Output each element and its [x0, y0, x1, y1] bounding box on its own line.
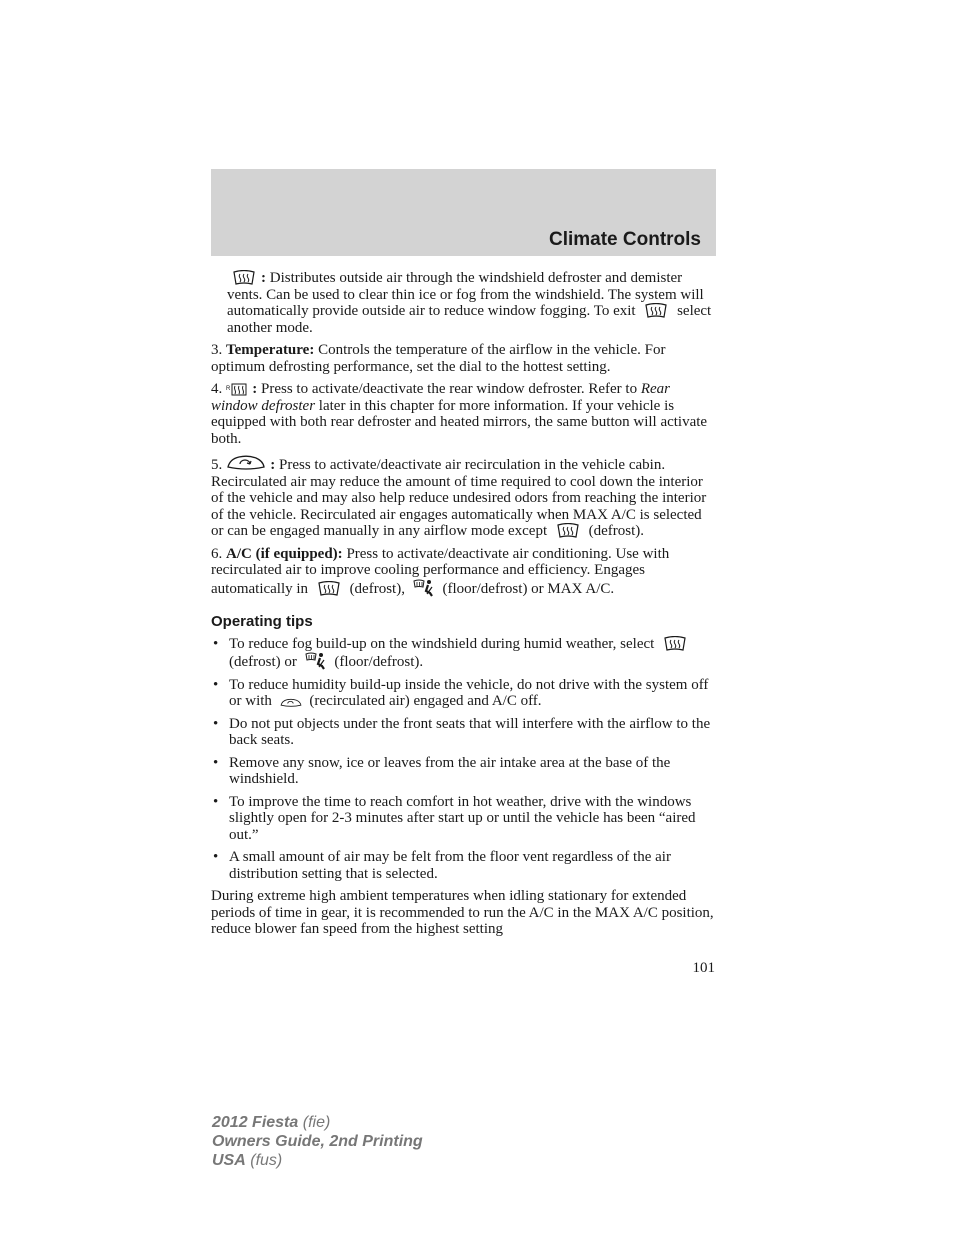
recirculation-icon [226, 453, 266, 473]
item-text2: (defrost). [588, 523, 645, 539]
item-text: Controls the temperature of the airflow in the vehicle. For optimum defrosting performance, set the dial to the hottest setting. [211, 342, 666, 375]
tip-text1: To reduce fog build-up on the windshield during humid weather, select [229, 635, 655, 652]
windshield-defrost-icon [643, 303, 669, 319]
item-label: Temperature: [226, 342, 315, 358]
footer-market-code: (fus) [250, 1152, 283, 1169]
footer-line-market [212, 1151, 423, 1170]
item-recirculation [211, 453, 716, 540]
item-number: 3. [211, 342, 223, 358]
footer-guide: Owners Guide, 2nd Printing [212, 1133, 423, 1150]
tip-text2: (recirculated air) engaged and A/C off. [309, 693, 542, 709]
tip-text2: (defrost) or [229, 654, 297, 670]
operating-tips-list [211, 636, 716, 883]
tip-text3: (floor/defrost). [334, 654, 424, 670]
floor-defrost-icon [413, 579, 435, 597]
item-number: 5. [211, 457, 223, 473]
defrost-mode-text2: select another mode. [227, 303, 712, 336]
item-number: 6. [211, 545, 223, 562]
rear-window-defroster-reference: Rear window defroster [211, 381, 671, 414]
item-text1: Press to activate/deactivate air conditioning. Use with recirculated air to improve cooling performance and efficiency. Engages automatically in [211, 545, 670, 597]
windshield-defrost-icon [555, 523, 581, 539]
floor-defrost-icon [305, 652, 327, 670]
section-title: Climate Controls [548, 229, 701, 250]
defrost-mode-colon: : [261, 270, 266, 286]
item-text3: (floor/defrost) or MAX A/C. [442, 580, 615, 597]
defrost-mode-text1: Distributes outside air through the windshield defroster and demister vents. Can be used to clear thin ice or fog from the windshield. The system will automatically provide outside air to reduce window fogging. To exit [227, 270, 704, 319]
closing-paragraph: During extreme high ambient temperatures when idling stationary for extended periods of time in gear, it is recommended to run the A/C in the MAX A/C position, reduce blower fan speed from the highest setting [211, 888, 714, 937]
item-colon: : [252, 381, 258, 397]
list-item [211, 677, 716, 710]
footer [212, 1113, 423, 1170]
list-item: • A small amount of air may be felt from the floor vent regardless of the air distribution setting that is selected. [211, 849, 716, 882]
item-label: A/C (if equipped): [226, 545, 343, 562]
footer-model: 2012 Fiesta [212, 1114, 299, 1131]
item-text1: Press to activate/deactivate the rear window defroster. Refer to [261, 381, 638, 397]
footer-line-guide [212, 1132, 423, 1151]
list-item: • Do not put objects under the front seats that will interfere with the airflow to the back seats. [211, 716, 716, 749]
item-number: 4. [211, 381, 223, 397]
item-temperature [211, 342, 716, 375]
item-text2: later in this chapter for more information. If your vehicle is equipped with both rear defroster and heated mirrors, the same button will activate both. [211, 397, 708, 447]
operating-tips-heading: Operating tips [211, 613, 313, 630]
footer-model-code: (fie) [302, 1114, 331, 1131]
item-text1: Press to activate/deactivate air recirculation in the vehicle cabin. Recirculated air may reduce the amount of time required to cool down the interior of the vehicle and may also help reduce undesired odors from reaching the interior of the vehicle. Recirculated air engages automatically when MAX A/C is selected or can be engaged manually in any airflow mode except [211, 457, 707, 539]
windshield-defrost-icon [662, 636, 688, 652]
item-colon: : [270, 457, 276, 473]
header-band [211, 169, 716, 256]
body-text [211, 270, 716, 944]
windshield-defrost-icon [316, 581, 342, 597]
tip-text1: To reduce humidity build-up inside the vehicle, do not drive with the system off or with [229, 676, 709, 709]
recirculation-icon [280, 697, 302, 709]
item-text2: (defrost), [349, 580, 405, 597]
list-item: • To improve the time to reach comfort in hot weather, drive with the windows slightly open for 2-3 minutes after start up or until the vehicle has been “aired out.” [211, 794, 716, 844]
defrost-mode-paragraph [211, 270, 716, 336]
rear-defrost-icon [226, 383, 248, 397]
list-item: • Remove any snow, ice or leaves from the air intake area at the base of the windshield. [211, 755, 716, 788]
footer-market: USA [212, 1152, 246, 1169]
windshield-defrost-icon [231, 270, 257, 286]
item-ac [211, 546, 716, 598]
item-rear-defrost [211, 381, 716, 447]
page-number: 101 [692, 960, 715, 976]
footer-line-model [212, 1113, 423, 1132]
list-item [211, 636, 716, 671]
svg-text:R: R [226, 386, 231, 392]
